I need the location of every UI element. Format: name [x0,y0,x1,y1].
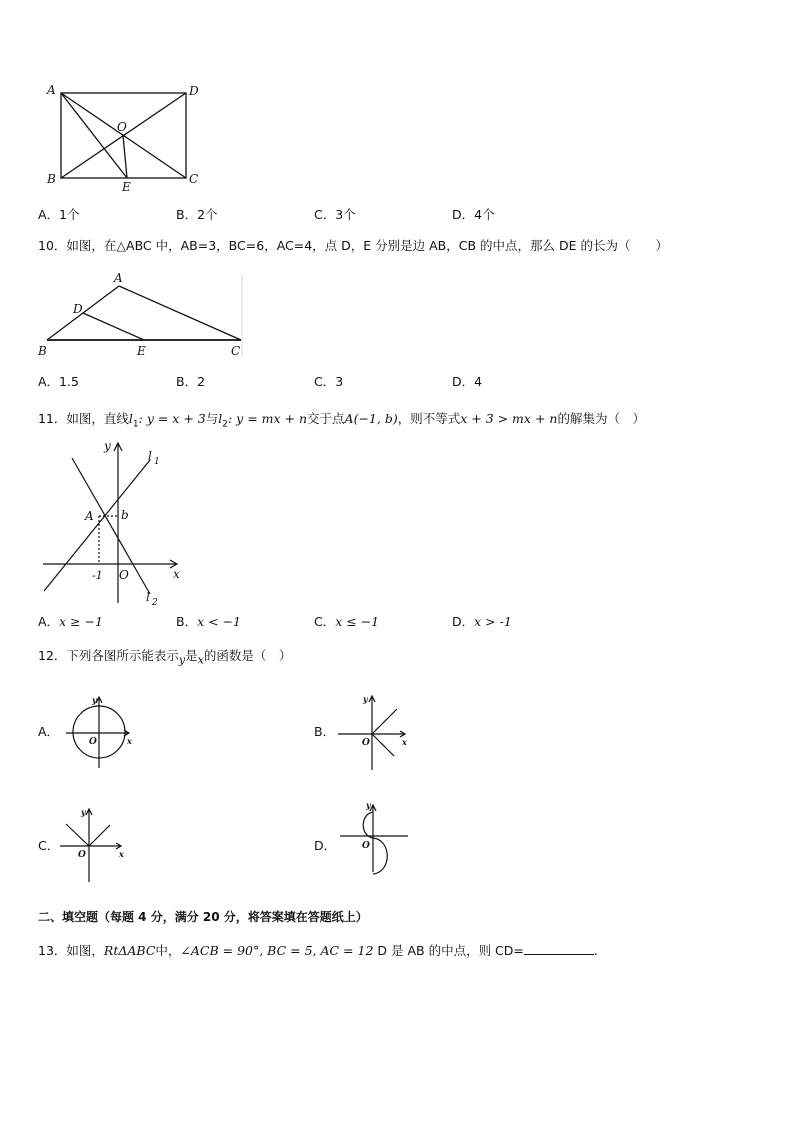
q9-label-a: A [47,83,56,97]
q10-stem: 10．如图，在△ABC 中，AB=3，BC=6，AC=4，点 D，E 分别是边 AB，CB 的中点，那么 DE 的长为（ ） [38,238,668,253]
q12-stem-x: x [197,653,204,667]
q12-graph-d-y: y [366,800,371,810]
q11-option-a-math: x ≥ −1 [59,614,103,629]
q12-graph-c-x: x [119,849,124,859]
q13-stem [38,942,598,959]
q11-label-l2: l [146,590,150,604]
q10-option-b: B．2 [176,374,206,389]
q11-option-d-math: x > -1 [474,614,512,629]
q13-triangle: RtΔABC [103,943,156,958]
q11-label-l1: l [148,449,152,463]
q11-stem-eq1: : y = x + 3 [138,411,206,426]
q11-stem-l2: l [218,411,223,426]
q12-graph-b-ray-up [372,709,397,734]
q12-option-b: B． [314,724,336,739]
q9-label-c: C [189,172,199,186]
q12-graph-a [66,697,129,768]
q11-label-l2-sub: 2 [152,598,158,608]
q12-graph-d-curve-upper [363,812,373,838]
q11-stem-point: A(−1, b) [344,411,398,426]
q9-option-d: D．4个 [452,207,495,222]
q11-stem-l2-sub: 2 [222,419,228,430]
q12-graph-b-x: x [402,737,407,747]
q9-option-c: C．3个 [314,207,356,222]
q11-stem-l1: l [128,411,133,426]
q12-graph-c [60,809,121,882]
q12-graph-d-o: O [362,841,370,851]
q11-option-a-letter: A． [38,614,60,629]
q11-label-x: x [173,567,180,581]
q11-stem-eq2: : y = mx + n [227,411,308,426]
q12-graph-c-ray-right [89,825,110,846]
q11-label-neg1: -1 [92,569,103,582]
q11-option-b-letter: B． [176,614,198,629]
q10-label-e: E [137,344,146,358]
q12-graph-b-ray-down [372,734,394,756]
q9-label-b: B [47,172,56,186]
section2-title: 二、填空题（每题 4 分，满分 20 分，将答案填在答题纸上） [38,910,368,924]
q12-graph-c-ray-left [66,824,89,846]
q11-stem-mid2: 交于点 [307,411,345,426]
q11-stem-pre: 11．如图，直线 [38,411,129,426]
q9-label-d: D [189,84,199,98]
q12-option-c: C． [38,838,60,853]
q10-label-c: C [231,344,241,358]
q12-stem-mid: 是 [185,648,198,663]
q12-graph-a-y: y [92,695,97,705]
q12-graph-b-o: O [362,738,370,748]
q10-option-a: A．1.5 [38,374,79,389]
q11-option-c-math: x ≤ −1 [335,614,380,629]
q13-mid: 中， [155,943,181,958]
q12-stem-pre: 12．下列各图所示能表示 [38,648,179,663]
q10-label-b: B [38,344,47,358]
q11-stem-inequality: x + 3 > mx + n [460,411,558,426]
q12-graph-a-x: x [127,736,132,746]
q11-option-b-math: x < −1 [197,614,241,629]
q11-label-y: y [104,439,111,453]
q13-end: . [593,943,598,958]
q13-condition: ∠ACB = 90°, BC = 5, AC = 12 [180,943,374,958]
q12-graph-b [338,696,405,770]
q12-graph-b-y: y [363,694,368,704]
q12-option-a: A． [38,724,60,739]
q12-graph-c-y: y [81,807,86,817]
q9-label-o: O [117,120,127,134]
q13-post: D 是 AB 的中点，则 CD= [377,943,524,958]
q10-label-a: A [114,271,123,285]
q11-stem-post: 的解集为（ ） [557,411,645,426]
q12-graph-d [340,805,408,874]
q13-answer-blank[interactable] [524,942,594,955]
q11-label-a: A [85,509,94,523]
q12-graph-a-o: O [89,737,97,747]
q12-graph-c-o: O [78,850,86,860]
q10-option-c: C．3 [314,374,344,389]
q9-option-a: A．1个 [38,207,80,222]
q11-label-l1-sub: 1 [154,457,160,467]
q11-stem-mid: 与 [205,411,219,426]
q11-stem-l1-sub: 1 [132,419,139,430]
q11-label-b: b [121,508,129,522]
q9-option-b: B．2个 [176,207,218,222]
q11-option-d-letter: D． [452,614,475,629]
q12-stem-y: y [178,653,186,667]
q10-option-d: D．4 [452,374,483,389]
q12-option-d: D． [314,838,337,853]
q12-graph-d-curve-lower [373,838,387,874]
q11-stem-mid3: ，则不等式 [397,411,461,426]
q9-label-e: E [122,180,131,194]
q11-option-c-letter: C． [314,614,336,629]
q10-label-d: D [73,302,83,316]
q13-pre: 13．如图， [38,943,104,958]
q12-stem-post: 的函数是（ ） [203,648,292,663]
q11-label-o: O [119,568,129,582]
